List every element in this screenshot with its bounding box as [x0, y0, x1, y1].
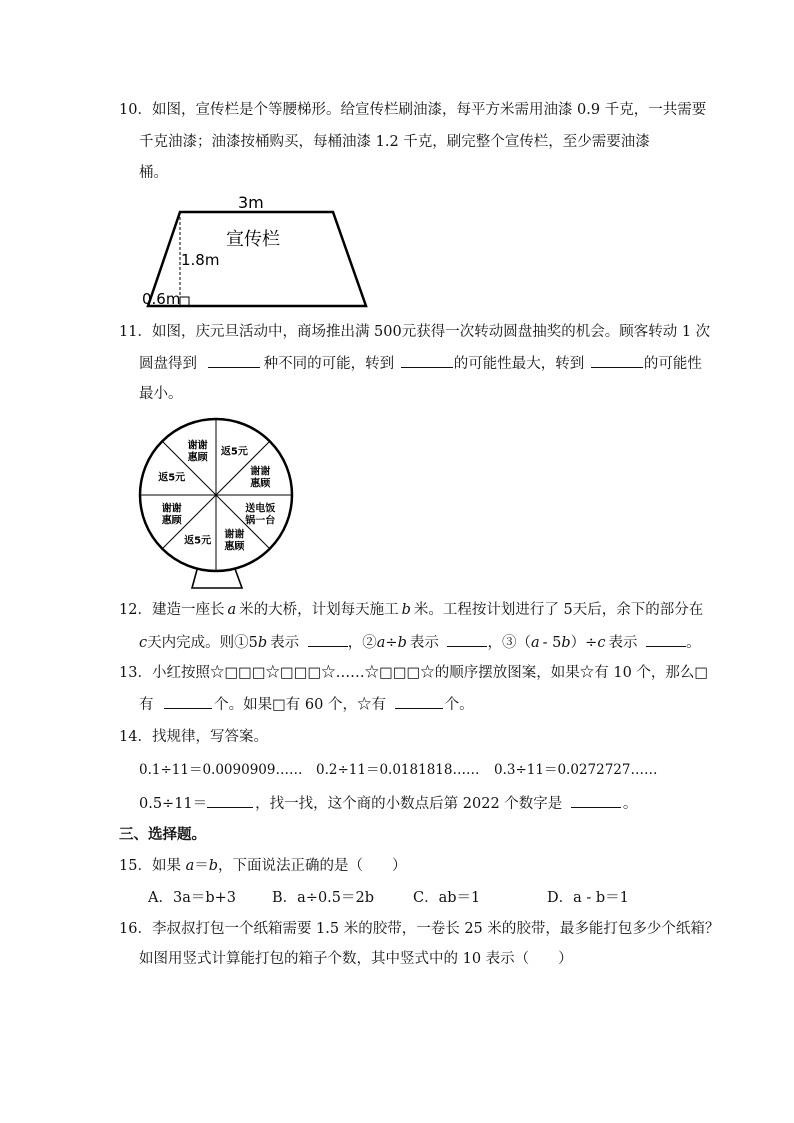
q14-text-a: 0.5÷11＝ — [139, 796, 208, 812]
q13-text-c: 个。 — [444, 697, 474, 713]
wheel-sector-label: 锅一台 — [245, 515, 276, 527]
q10-line1: 10．如图，宣传栏是个等腰梯形。给宣传栏刷油漆，每平方米需用油漆 0.9 千克，一共需要 — [119, 102, 707, 118]
q12-var-a: a — [227, 602, 237, 618]
q14-text-b: ，找一找，这个商的小数点后第 2022 个数字是 — [255, 796, 563, 812]
q15-condition-b: b — [208, 858, 219, 874]
q14-title: 14．找规律，写答案。 — [119, 729, 268, 745]
q12-text-2b: 表示 — [270, 635, 300, 651]
q12-var-b: b — [401, 602, 411, 618]
q11-line1: 11．如图，庆元旦活动中，商场推出满 500元获得一次转动圆盘抽奖的机会。顾客转动 1 次 — [119, 324, 711, 340]
q12-text-2a: 天内完成。则①5 — [147, 635, 258, 651]
q12-text-2end: 。 — [686, 635, 701, 651]
wheel-sector-label: 返5元 — [184, 535, 212, 547]
q12-var-a3: a — [530, 635, 540, 651]
q15-text-b: ，下面说法正确的是（ ） — [218, 858, 407, 874]
q12-blank-3[interactable] — [646, 632, 686, 647]
q14-blank-2[interactable] — [571, 793, 621, 808]
q10-line2-text: 千克油漆；油漆按桶购买，每桶油漆 1.2 千克，刷完整个宣传栏，至少需要油漆 — [139, 134, 650, 150]
wheel-sector-label: 惠顾 — [224, 541, 245, 553]
q12-line1 — [119, 600, 703, 620]
q13-blank-2[interactable] — [395, 694, 443, 709]
q12-var-c2: c — [597, 635, 606, 651]
q11-text-d: 的可能性 — [643, 356, 702, 372]
q12-text-2c: ，② — [347, 635, 377, 651]
right-angle-mark — [180, 297, 189, 306]
q13-line2 — [139, 694, 474, 715]
q12-text-2d: ÷ — [385, 635, 398, 651]
trapezoid-height-label: 1.8m — [181, 251, 220, 269]
q12-text-2i: 表示 — [608, 635, 638, 651]
wheel-sector-label: 谢谢 — [161, 503, 182, 515]
wheel-dividers — [140, 419, 292, 571]
q12-text-c: 米。工程按计划进行了 5天后，余下的部分在 — [413, 602, 704, 618]
wheel-sector-label: 谢谢 — [224, 529, 245, 541]
q12-text-2f: ，③（ — [487, 635, 531, 651]
q15-line1 — [119, 856, 407, 876]
wheel-sector-label: 惠顾 — [187, 452, 208, 464]
q13-text-b: 个。如果□有 60 个，☆有 — [214, 697, 386, 713]
q11-blank-3[interactable] — [591, 353, 643, 368]
q12-var-b3: b — [397, 635, 407, 651]
q11-blank-1[interactable] — [208, 353, 260, 368]
trapezoid-offset-label: 0.6m — [142, 290, 181, 308]
q13-text-a: 有 — [139, 697, 154, 713]
q14-expr-3: 0.3÷11＝0.0272727…… — [494, 762, 658, 778]
wheel-sector-label: 谢谢 — [250, 466, 271, 478]
q14-expr-2: 0.2÷11＝0.0181818…… — [316, 762, 480, 778]
q11-text-c: 的可能性最大，转到 — [453, 356, 585, 372]
q12-text-a: 12．建造一座长 — [119, 602, 225, 618]
q12-text-2h: ）÷ — [570, 635, 598, 651]
wheel-sector-label: 返5元 — [158, 472, 186, 484]
q15-option-c[interactable]: C．ab＝1 — [413, 890, 481, 906]
q11-line3: 最小。 — [139, 386, 183, 402]
q14-blank-1[interactable] — [207, 793, 253, 808]
q16-line1: 16．李叔叔打包一个纸箱需要 1.5 米的胶带，一卷长 25 米的胶带，最多能打包多少个纸箱？ — [119, 921, 720, 937]
wheel-sector-label: 送电饭 — [245, 503, 276, 515]
q15-condition-eq: ＝ — [194, 858, 209, 874]
q11-line2 — [139, 353, 702, 374]
q15-option-a[interactable]: A．3a＝b+3 — [148, 890, 236, 906]
q10-line3: 桶。 — [139, 165, 168, 181]
q15-option-b[interactable]: B．a÷0.5＝2b — [272, 890, 375, 906]
q14-expr-1: 0.1÷11＝0.0090909…… — [139, 762, 303, 778]
q13-line1: 13．小红按照☆□□□☆□□□☆……☆□□□☆的顺序摆放图案，如果☆有 10 个，那么□ — [119, 665, 709, 681]
q12-text-b: 米的大桥，计划每天施工 — [239, 602, 399, 618]
wheel-sector-label: 谢谢 — [187, 440, 208, 452]
q15-option-d[interactable]: D．a - b＝1 — [547, 890, 629, 906]
wheel-sector-label: 惠顾 — [250, 478, 271, 490]
q15-condition-a: a — [185, 858, 195, 874]
q16-line2: 如图用竖式计算能打包的箱子个数，其中竖式中的 10 表示（ ） — [139, 951, 573, 967]
q11-blank-2[interactable] — [401, 353, 453, 368]
q12-blank-2[interactable] — [447, 632, 487, 647]
q12-var-a2: a — [376, 635, 386, 651]
wheel-sector-label: 返5元 — [220, 446, 248, 458]
q11-text-b: 种不同的可能，转到 — [263, 356, 395, 372]
q13-blank-1[interactable] — [164, 694, 212, 709]
q12-var-c: c — [139, 635, 148, 651]
wheel-sector-label: 惠顾 — [161, 515, 182, 527]
q15-text-a: 15．如果 — [119, 858, 181, 874]
trapezoid-center-label: 宣传栏 — [226, 229, 280, 250]
q12-blank-1[interactable] — [308, 632, 348, 647]
q14-text-c: 。 — [622, 796, 638, 812]
q14-line3 — [139, 793, 637, 814]
trapezoid-top-label: 3m — [238, 193, 264, 212]
prize-wheel — [136, 414, 296, 592]
section-heading: 三、选择题。 — [119, 827, 206, 843]
q11-text-a: 圆盘得到 — [139, 356, 197, 372]
q12-line2 — [139, 632, 701, 653]
trapezoid-figure — [138, 190, 378, 312]
q12-text-2e: 表示 — [409, 635, 439, 651]
q10-line2 — [139, 132, 650, 152]
q12-var-b4: b — [561, 635, 571, 651]
q12-text-2g: - 5 — [542, 635, 562, 651]
q12-var-b2: b — [257, 635, 268, 651]
